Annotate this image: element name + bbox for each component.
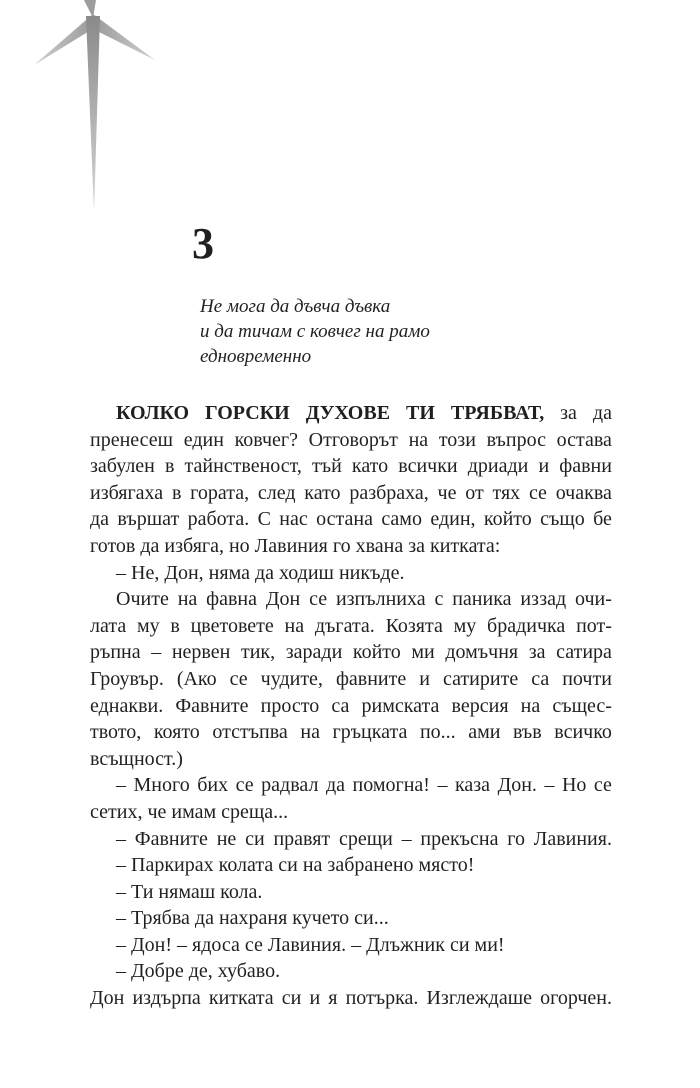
- lead-word: ТРЯБВАТ,: [450, 402, 545, 424]
- line-text: – Дон! – ядоса се Лавиния. – Длъжник си ми!: [116, 933, 505, 956]
- word: от: [465, 481, 484, 504]
- word: прекъсна: [420, 827, 499, 850]
- word: чудите,: [260, 667, 323, 690]
- text-line: [90, 453, 612, 480]
- word: твото,: [90, 721, 142, 744]
- word: на: [408, 428, 429, 451]
- word: разбраха,: [349, 481, 429, 504]
- word: пренесеш: [90, 428, 174, 451]
- word: му: [136, 614, 160, 637]
- text-line: [90, 506, 612, 533]
- word: остава: [556, 428, 612, 451]
- word: правят: [273, 827, 331, 850]
- line-text: – Трябва да нахраня кучето си...: [116, 907, 389, 930]
- text-line: [90, 932, 612, 959]
- chapter-ornament: [0, 0, 190, 215]
- word: са: [331, 694, 350, 717]
- word: в: [164, 455, 175, 478]
- line-text: – Добре де, хубаво.: [116, 960, 281, 983]
- word: Очите: [116, 588, 169, 611]
- word: Дон: [90, 987, 125, 1010]
- word: римската: [361, 694, 440, 717]
- line-text: – Ти нямаш кола.: [116, 880, 263, 903]
- line-text: готов да избяга, но Лавиния го хвана за китката:: [90, 534, 501, 557]
- word: –: [116, 774, 126, 797]
- ornament-stem: [86, 16, 100, 212]
- word: всичко: [554, 721, 612, 744]
- word: паника: [452, 588, 512, 611]
- word: бих: [197, 774, 229, 797]
- word: му: [453, 614, 477, 637]
- word: дриади: [467, 455, 529, 478]
- word: ами: [468, 721, 501, 744]
- word: очаква: [555, 481, 612, 504]
- word: Фавните: [175, 694, 249, 717]
- word: срещи: [338, 827, 393, 850]
- text-line: [90, 480, 612, 507]
- text-line: [90, 613, 612, 640]
- word: който: [483, 508, 532, 531]
- text-line: [90, 852, 612, 879]
- word: във: [512, 721, 542, 744]
- word: отстъпва: [212, 721, 288, 744]
- word: тъй: [312, 455, 342, 478]
- word: се: [229, 667, 248, 690]
- word: Дон.: [497, 774, 537, 797]
- word: който: [352, 641, 401, 664]
- word: издърпа: [132, 987, 201, 1010]
- word: С: [257, 508, 271, 531]
- word: тях: [492, 481, 521, 504]
- word: се: [593, 774, 612, 797]
- word: фавна: [206, 588, 257, 611]
- word: гръцката: [332, 721, 408, 744]
- epigraph: [200, 294, 430, 369]
- word: се: [528, 481, 547, 504]
- word: в: [171, 481, 182, 504]
- ornament-right-ray: [93, 14, 155, 60]
- word: с: [434, 588, 444, 611]
- text-line: [90, 905, 612, 932]
- word: пот-: [576, 614, 612, 637]
- text-line: [90, 772, 612, 799]
- word: просто: [260, 694, 320, 717]
- text-line: [90, 560, 612, 587]
- word: на: [177, 588, 198, 611]
- epigraph-line: и да тичам с ковчег на рамо: [200, 321, 430, 342]
- word: –: [401, 827, 412, 850]
- word: почти: [562, 667, 612, 690]
- word: огорчен.: [540, 987, 612, 1010]
- text-line: [90, 879, 612, 906]
- text-line: [90, 958, 612, 985]
- word: домъчня: [445, 641, 519, 664]
- word: очи-: [575, 588, 612, 611]
- word: и: [309, 987, 321, 1010]
- line-text: всъщност.): [90, 747, 183, 770]
- chapter-number: 3: [192, 219, 214, 268]
- word: да: [90, 508, 110, 531]
- word: само: [381, 508, 422, 531]
- word: тайнственост,: [184, 455, 302, 478]
- word: на: [284, 614, 305, 637]
- word: за: [560, 402, 577, 424]
- word: за: [528, 641, 546, 664]
- word: гората,: [190, 481, 250, 504]
- word: дъгата.: [314, 614, 375, 637]
- word: Гроувър.: [90, 667, 164, 690]
- word: вършат: [117, 508, 180, 531]
- word: версия: [451, 694, 509, 717]
- text-line: [90, 693, 612, 720]
- word: –: [151, 641, 162, 664]
- word: всички: [398, 455, 458, 478]
- word: Много: [133, 774, 190, 797]
- line-text: – Не, Дон, няма да ходиш никъде.: [116, 561, 405, 584]
- word: забулен: [90, 455, 155, 478]
- word: Фавните: [134, 827, 208, 850]
- word: потърка.: [345, 987, 419, 1010]
- word: и: [419, 667, 430, 690]
- word: сатира: [556, 641, 612, 664]
- word: след: [257, 481, 296, 504]
- word: радвал: [261, 774, 319, 797]
- word: тик,: [240, 641, 276, 664]
- word: Отговорът: [308, 428, 398, 451]
- word: в: [170, 614, 180, 637]
- word: че: [437, 481, 457, 504]
- word: еднакви.: [90, 694, 164, 717]
- word: помогна!: [352, 774, 430, 797]
- word: също: [540, 508, 585, 531]
- word: един,: [430, 508, 476, 531]
- word: остана: [316, 508, 373, 531]
- word: Лавиния.: [533, 827, 612, 850]
- word: –: [437, 774, 448, 797]
- text-line: [90, 799, 612, 826]
- text-line: [90, 639, 612, 666]
- lead-word: ДУХОВЕ: [305, 402, 391, 424]
- word: нас: [279, 508, 308, 531]
- word: един: [183, 428, 224, 451]
- word: да: [592, 402, 612, 424]
- word: Изглеждаше: [426, 987, 533, 1010]
- word: фавните: [335, 667, 407, 690]
- word: Козята: [385, 614, 443, 637]
- word: която: [153, 721, 200, 744]
- text-line: [90, 826, 612, 853]
- word: като: [304, 481, 341, 504]
- word: иззад: [520, 588, 567, 611]
- text-line: [90, 400, 612, 427]
- epigraph-line: Не мога да дъвча дъвка: [200, 296, 391, 317]
- text-line: [90, 719, 612, 746]
- word: като: [351, 455, 389, 478]
- word: ковчег?: [234, 428, 298, 451]
- word: брадичка: [487, 614, 566, 637]
- word: цветовете: [190, 614, 274, 637]
- word: каза: [454, 774, 491, 797]
- word: Дон: [265, 588, 301, 611]
- word: я: [328, 987, 338, 1010]
- lead-word: ТИ: [406, 402, 435, 424]
- text-line: [90, 985, 612, 1012]
- word: ми: [411, 641, 435, 664]
- word: сатирите: [442, 667, 519, 690]
- word: си: [281, 987, 302, 1010]
- lead-word: КОЛКО: [116, 402, 190, 424]
- lead-word: ГОРСКИ: [204, 402, 290, 424]
- word: Но: [561, 774, 587, 797]
- word: по...: [419, 721, 456, 744]
- word: (Ако: [176, 667, 217, 690]
- word: фавни: [559, 455, 612, 478]
- word: и: [538, 455, 550, 478]
- word: избягаха: [90, 481, 164, 504]
- word: въпрос: [486, 428, 546, 451]
- word: на: [520, 694, 541, 717]
- chapter-body-text: [90, 400, 612, 1012]
- text-line: [90, 427, 612, 454]
- word: изпълниха: [335, 588, 426, 611]
- epigraph-line: едновременно: [200, 346, 312, 367]
- ornament-left-ray: [34, 14, 93, 65]
- word: лата: [90, 614, 127, 637]
- word: същес-: [552, 694, 612, 717]
- word: работа.: [187, 508, 250, 531]
- word: се: [235, 774, 254, 797]
- text-line: [90, 746, 612, 773]
- word: заради: [285, 641, 343, 664]
- text-line: [90, 586, 612, 613]
- word: ръпна: [90, 641, 141, 664]
- word: китката: [208, 987, 274, 1010]
- text-line: [90, 533, 612, 560]
- word: този: [438, 428, 476, 451]
- text-line: [90, 666, 612, 693]
- word: да: [325, 774, 345, 797]
- word: не: [216, 827, 237, 850]
- word: се: [309, 588, 328, 611]
- word: са: [531, 667, 550, 690]
- word: –: [544, 774, 555, 797]
- word: –: [116, 827, 126, 850]
- line-text: – Паркирах колата си на забранено място!: [116, 854, 475, 877]
- word: бе: [593, 508, 612, 531]
- word: си: [245, 827, 265, 850]
- line-text: сетих, че имам среща...: [90, 800, 289, 823]
- word: нервен: [171, 641, 231, 664]
- word: го: [507, 827, 525, 850]
- word: на: [300, 721, 320, 744]
